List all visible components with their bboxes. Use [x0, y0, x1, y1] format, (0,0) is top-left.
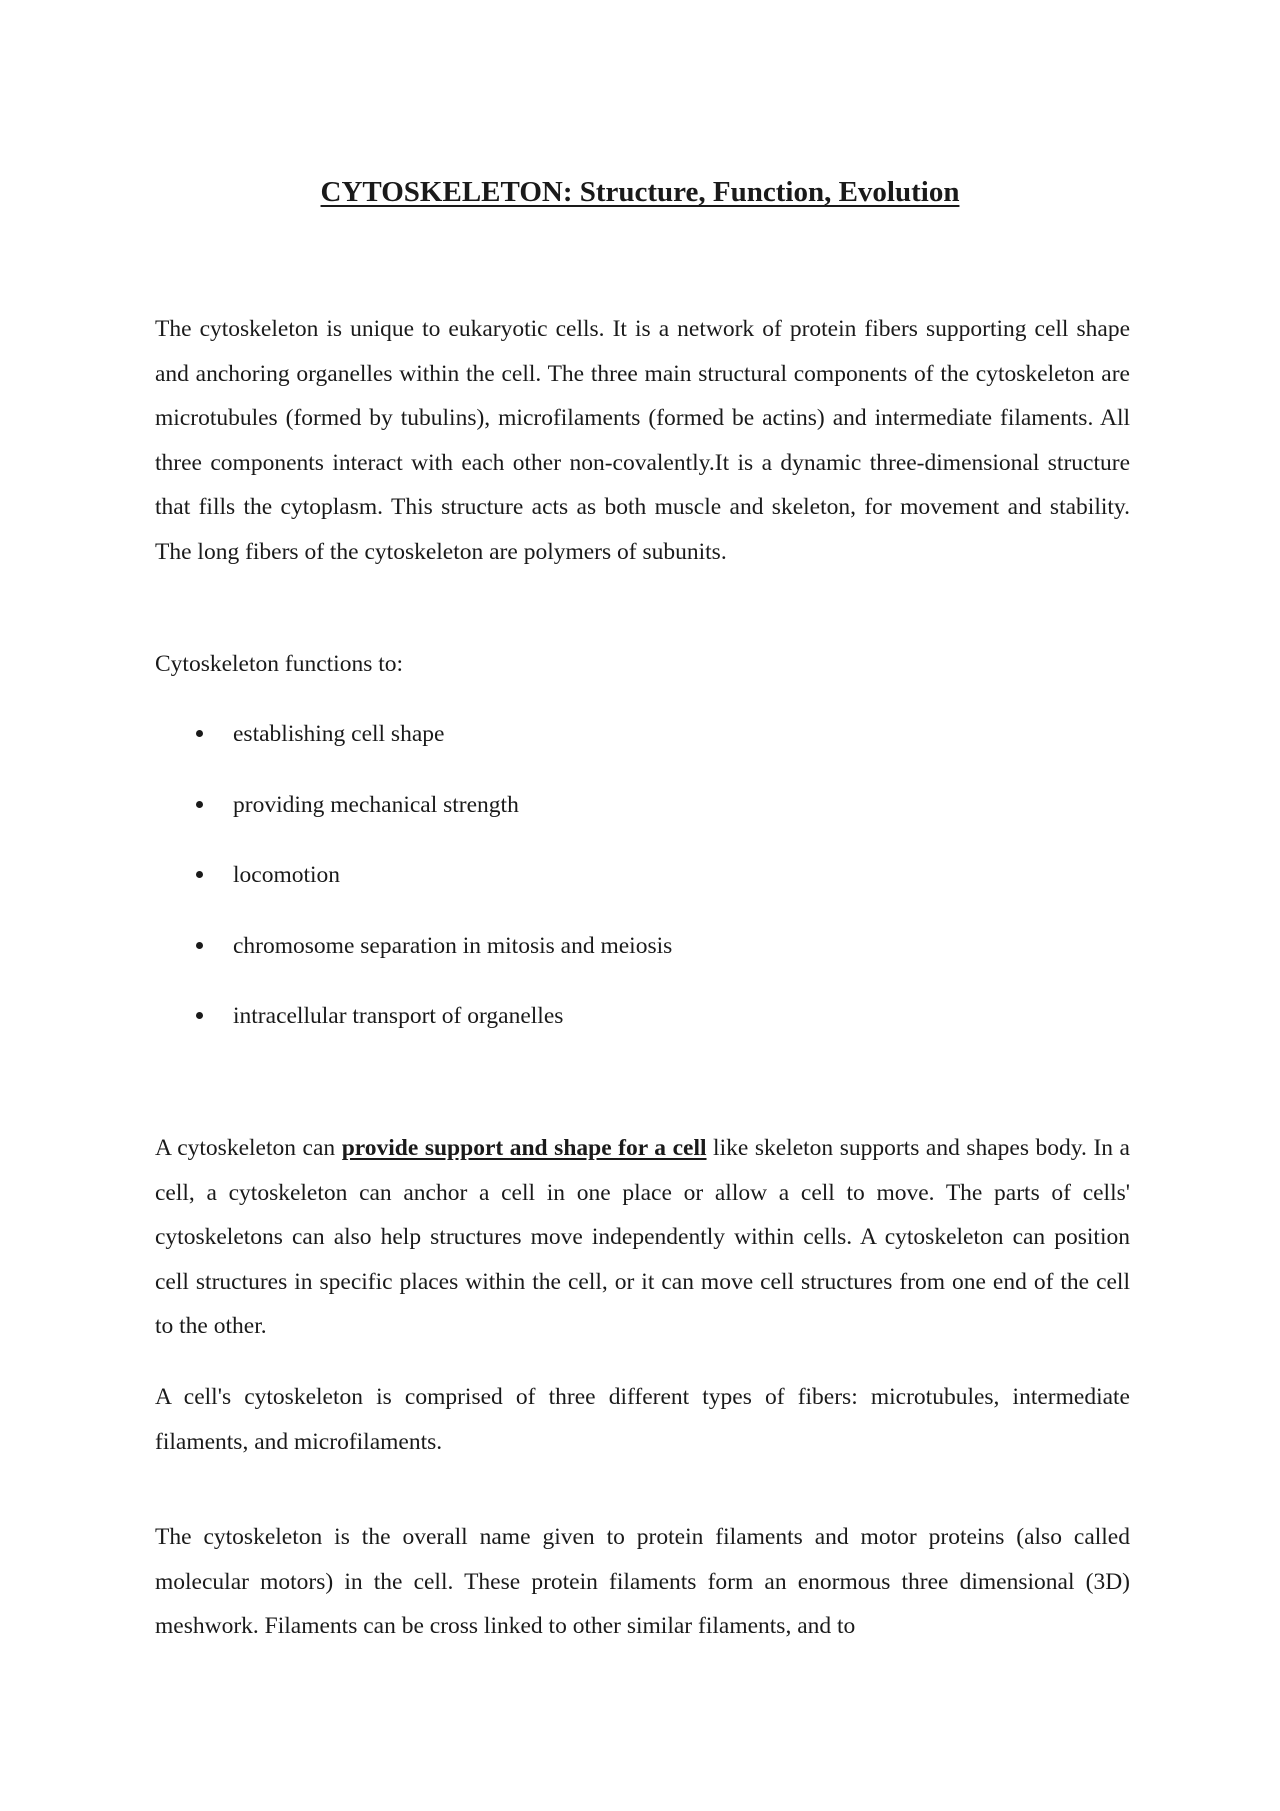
functions-list	[0, 712, 1280, 1065]
bullet-icon	[196, 1012, 203, 1019]
list-item-text: providing mechanical strength	[233, 791, 519, 818]
support-paragraph-rest: like skeleton supports and shapes body. In a cell, a cytoskeleton can anchor a cell in one place or allow a cell to move. The parts of cells' cytoskeletons can also help structures move independently within cells. A cytoskeleton can position cell structures in specific places within the cell, or it can move cell structures from one end of the cell to the other.	[155, 1135, 1130, 1340]
functions-label: Cytoskeleton functions to:	[155, 651, 404, 677]
list-item	[0, 853, 1280, 924]
list-item	[0, 712, 1280, 783]
support-paragraph-lead: A cytoskeleton can	[155, 1135, 342, 1161]
bullet-icon	[196, 942, 203, 949]
fibers-paragraph: A cell's cytoskeleton is comprised of three different types of fibers: microtubules, intermediate filaments, and microfilaments.	[155, 1384, 1130, 1455]
list-item	[0, 994, 1280, 1065]
bullet-icon	[196, 801, 203, 808]
list-item	[0, 924, 1280, 995]
support-emphasis: provide support and shape for a cell	[341, 1135, 707, 1161]
list-item-text: chromosome separation in mitosis and meiosis	[233, 932, 673, 959]
overview-paragraph: The cytoskeleton is the overall name given to protein filaments and motor proteins (also called molecular motors) in the cell. These protein filaments form an enormous three dimensional (3D) meshwork. Filaments can be cross linked to other similar filaments, and to	[155, 1524, 1130, 1640]
list-item-text: intracellular transport of organelles	[233, 1003, 564, 1029]
list-item	[0, 783, 1280, 854]
list-item-text: establishing cell shape	[233, 721, 445, 747]
document-title-text: CYTOSKELETON: Structure, Function, Evolution	[320, 176, 960, 208]
list-item-text: locomotion	[233, 862, 341, 888]
intro-paragraph: The cytoskeleton is unique to eukaryotic cells. It is a network of protein fibers supporting cell shape and anchoring organelles within the cell. The three main structural components of the cytoskeleton are microtubules (formed by tubulins), microfilaments (formed be actins) and intermediate filaments. All three components interact with each other non-covalently.It is a dynamic three-dimensional structure that fills the cytoplasm. This structure acts as both muscle and skeleton, for movement and stability. The long fibers of the cytoskeleton are polymers of subunits.	[155, 316, 1130, 565]
support-paragraph	[155, 1126, 1130, 1349]
bullet-icon	[196, 730, 203, 737]
bullet-icon	[196, 871, 203, 878]
document-title	[0, 172, 1280, 212]
